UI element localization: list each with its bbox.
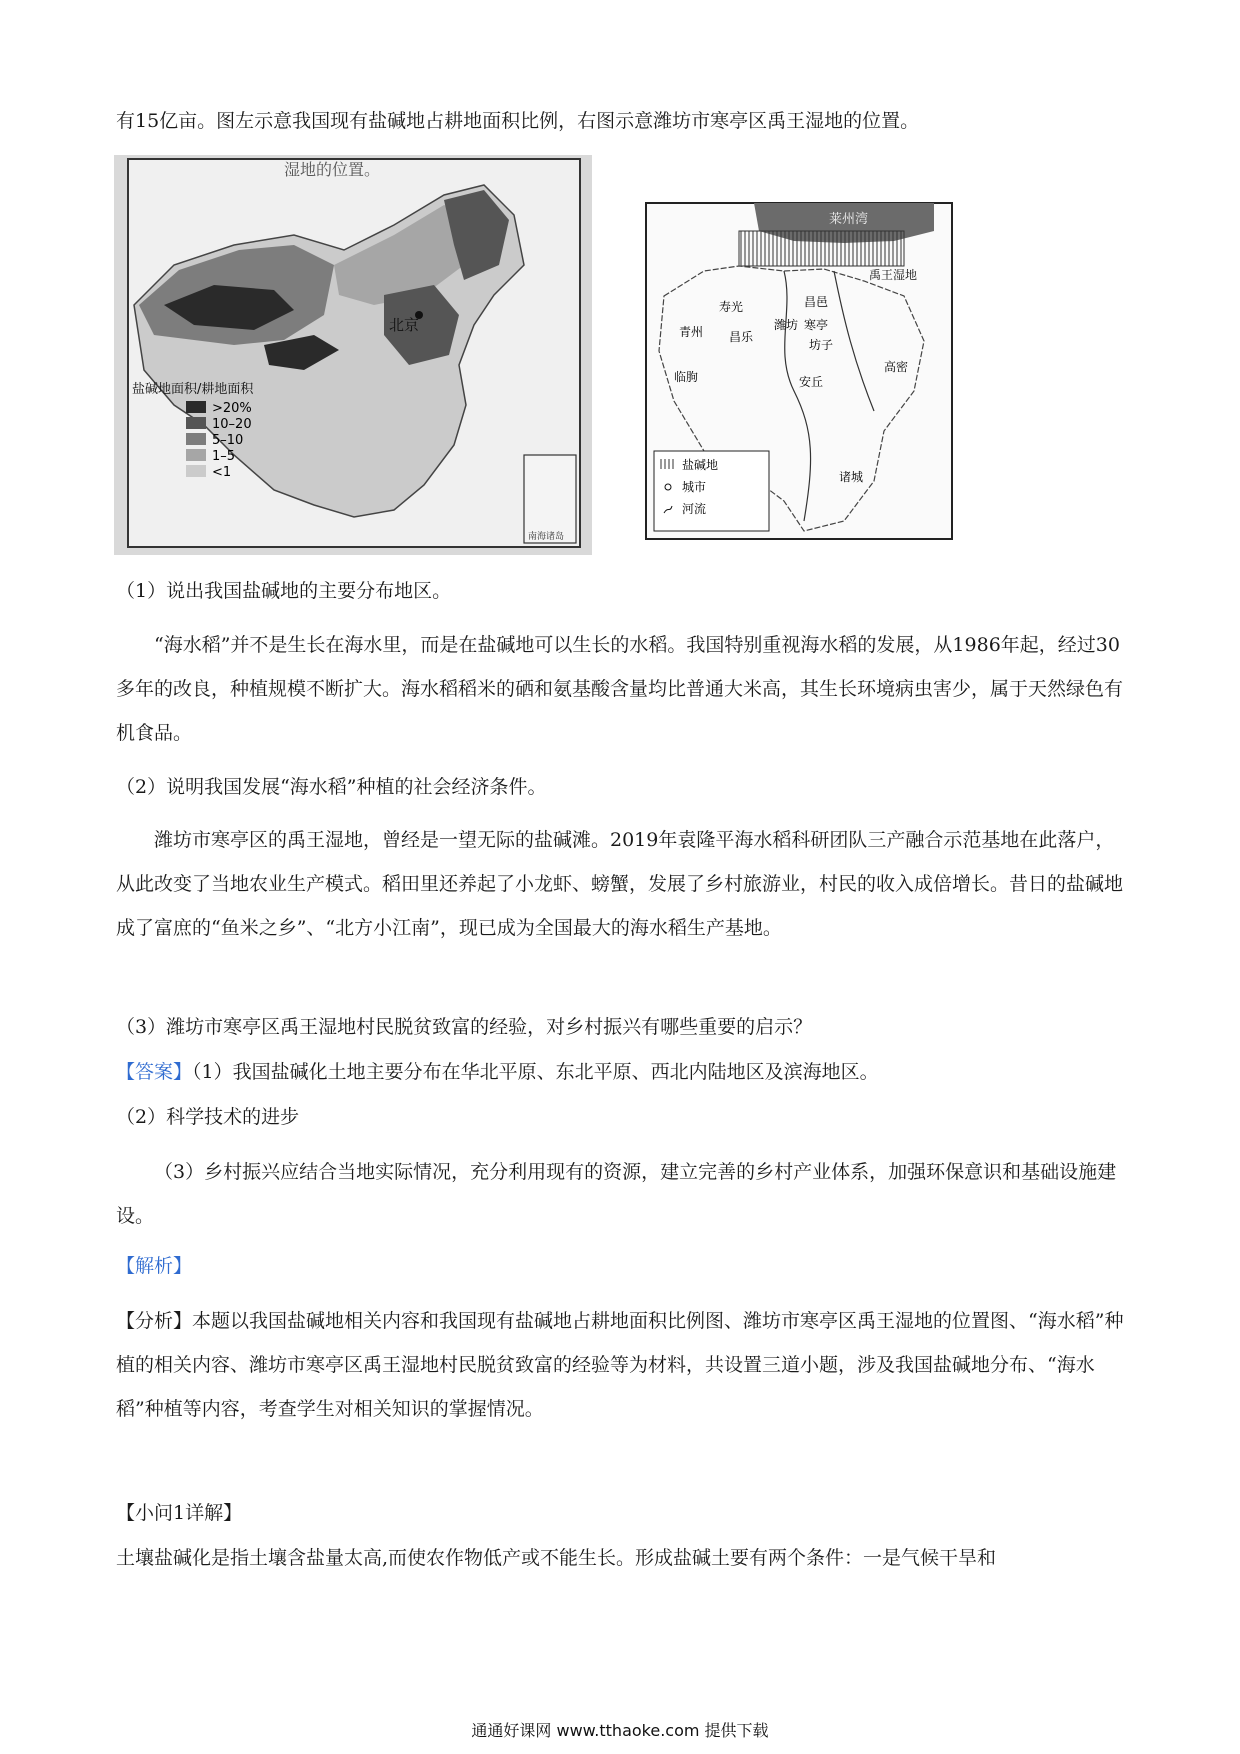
answer-tag: 【答案】 <box>116 1061 193 1083</box>
city-label: 青州 <box>679 325 704 339</box>
city-label: 寒亭 <box>804 318 829 332</box>
city-label: 高密 <box>884 360 909 374</box>
south-sea-inset <box>524 455 576 543</box>
legend-river: 河流 <box>682 502 707 516</box>
sub1-heading: 【小问1详解】 <box>116 1502 243 1524</box>
question-2: （2）说明我国发展“海水稻”种植的社会经济条件。 <box>116 776 547 798</box>
city-label: 临朐 <box>674 370 699 384</box>
legend-city: 城市 <box>682 480 707 494</box>
city-label: 诸城 <box>839 470 864 484</box>
answer-1: （1）我国盐碱化土地主要分布在华北平原、东北平原、西北内陆地区及滨海地区。 <box>192 1061 879 1083</box>
legend-title: 盐碱地面积/耕地面积 <box>132 382 254 397</box>
legend-label: >20% <box>212 401 252 416</box>
analysis-tag-line <box>116 1253 1126 1279</box>
weifang-map <box>644 201 954 541</box>
footer: 通通好课网 www.tthaoke.com 提供下载 <box>471 1721 769 1740</box>
city-label: 潍坊 <box>774 318 799 332</box>
inset-label: 南海诸岛 <box>528 532 565 542</box>
analysis-label: 【分析】 <box>116 1310 193 1332</box>
paragraph-2: 潍坊市寒亭区的禹王湿地，曾经是一望无际的盐碱滩。2019年袁隆平海水稻科研团队三产融合示范基地在此落户，从此改变了当地农业生产模式。稻田里还养起了小龙虾、螃蟹，发展了乡村旅游业，村民的收入成倍增长。昔日的盐碱地成了富庶的“鱼米之乡”、“北方小江南”，现已成为全国最大的海水稻生产基地。 <box>116 829 1124 939</box>
question-3: （3）潍坊市寒亭区禹王湿地村民脱贫致富的经验，对乡村振兴有哪些重要的启示？ <box>116 1016 813 1038</box>
intro-line: 有15亿亩。图左示意我国现有盐碱地占耕地面积比例，右图示意潍坊市寒亭区禹王湿地的位置。 <box>116 110 920 132</box>
paragraph-1: “海水稻”并不是生长在海水里，而是在盐碱地可以生长的水稻。我国特别重视海水稻的发展，从1986年起，经过30多年的改良，种植规模不断扩大。海水稻稻米的硒和氨基酸含量均比普通大米高，其生长环境病虫害少，属于天然绿色有机食品。 <box>116 634 1124 744</box>
legend-label: 1–5 <box>212 449 236 464</box>
figure-maps <box>114 155 954 555</box>
analysis-text: 本题以我国盐碱地相关内容和我国现有盐碱地占耕地面积比例图、潍坊市寒亭区禹王湿地的位置图、“海水稻”种植的相关内容、潍坊市寒亭区禹王湿地村民脱贫致富的经验等为材料，共设置三道小题，涉及我国盐碱地分布、“海水稻”种植等内容，考查学生对相关知识的掌握情况。 <box>116 1310 1124 1420</box>
city-label: 昌邑 <box>804 295 829 309</box>
map-cutoff-title: 湿地的位置。 <box>284 160 381 179</box>
beijing-label: 北京 <box>389 316 420 334</box>
analysis-paragraph <box>116 1299 1126 1431</box>
city-label: 安丘 <box>799 375 824 389</box>
wetland-label: 禹王湿地 <box>869 268 918 282</box>
city-label: 坊子 <box>809 338 834 352</box>
answer-line-1 <box>116 1059 1126 1085</box>
answer-2: （2）科学技术的进步 <box>116 1106 300 1128</box>
question-1: （1）说出我国盐碱地的主要分布地区。 <box>116 580 452 602</box>
legend-label: <1 <box>212 465 232 480</box>
legend-saline: 盐碱地 <box>682 458 719 472</box>
city-label: 昌乐 <box>729 330 754 344</box>
sub1-text: 土壤盐碱化是指土壤含盐量太高,而使农作物低产或不能生长。形成盐碱土要有两个条件：一是气候干旱和 <box>116 1547 997 1569</box>
legend-label: 5–10 <box>212 433 244 448</box>
answer-3: （3）乡村振兴应结合当地实际情况，充分利用现有的资源，建立完善的乡村产业体系，加强环保意识和基础设施建设。 <box>116 1161 1117 1227</box>
legend-label: 10–20 <box>212 417 252 432</box>
analysis-tag: 【解析】 <box>116 1255 193 1277</box>
bay-label: 莱州湾 <box>829 212 869 227</box>
china-saline-map <box>114 155 592 555</box>
city-label: 寿光 <box>719 300 744 314</box>
saline-zone <box>739 231 904 266</box>
